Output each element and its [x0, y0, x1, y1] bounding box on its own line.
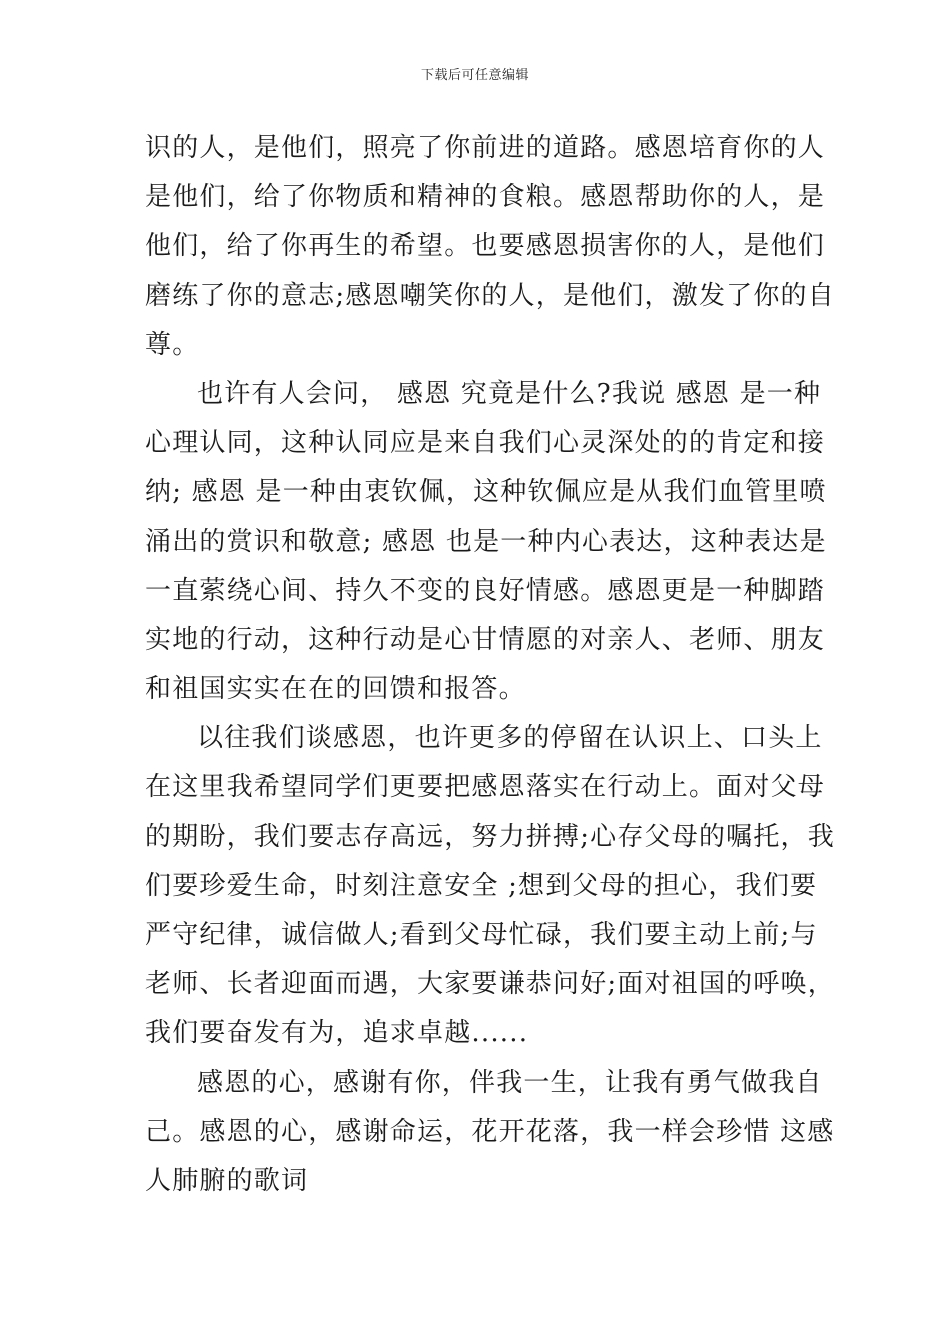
page-header-note: 下载后可任意编辑: [420, 68, 529, 83]
text-line: 涌出的赏识和敬意; 感恩 也是一种内心表达，这种表达是: [145, 526, 827, 557]
text-line: 纳; 感恩 是一种由衷钦佩，这种钦佩应是从我们血管里喷: [145, 477, 827, 508]
text-line: 我们要奋发有为，追求卓越......: [145, 1018, 529, 1049]
text-line: 也许有人会问， 感恩 究竟是什么?我说 感恩 是一种: [197, 378, 822, 409]
text-line: 在这里我希望同学们更要把感恩落实在行动上。面对父母: [145, 772, 826, 803]
text-line: 以往我们谈感恩，也许更多的停留在认识上、口头上: [197, 723, 823, 754]
text-line: 是他们，给了你物质和精神的食粮。感恩帮助你的人，是: [145, 182, 826, 213]
text-line: 心理认同，这种认同应是来自我们心灵深处的的肯定和接: [145, 428, 826, 459]
text-line: 的期盼，我们要志存高远，努力拼搏;心存父母的嘱托，我: [145, 821, 835, 852]
text-line: 他们，给了你再生的希望。也要感恩损害你的人，是他们: [145, 231, 826, 262]
text-line: 们要珍爱生命，时刻注意安全 ;想到父母的担心，我们要: [145, 870, 818, 901]
text-line: 和祖国实实在在的回馈和报答。: [145, 674, 526, 705]
text-line: 一直萦绕心间、持久不变的良好情感。感恩更是一种脚踏: [145, 575, 826, 606]
text-line: 感恩的心，感谢有你，伴我一生，让我有勇气做我自: [197, 1067, 823, 1098]
text-line: 严守纪律，诚信做人;看到父母忙碌，我们要主动上前;与: [145, 920, 818, 950]
text-line: 实地的行动，这种行动是心甘情愿的对亲人、老师、朋友: [145, 624, 826, 655]
text-line: 尊。: [145, 329, 200, 360]
text-line: 识的人，是他们，照亮了你前进的道路。感恩培育你的人: [145, 133, 826, 163]
document-body: [145, 124, 835, 1206]
text-line: 老师、长者迎面而遇，大家要谦恭问好;面对祖国的呼唤，: [145, 969, 835, 1000]
text-line: 人肺腑的歌词: [145, 1165, 309, 1196]
text-line: 己。感恩的心，感谢命运，花开花落，我一样会珍惜 这感: [145, 1116, 835, 1147]
text-line: 磨练了你的意志;感恩嘲笑你的人，是他们，激发了你的自: [145, 280, 835, 311]
